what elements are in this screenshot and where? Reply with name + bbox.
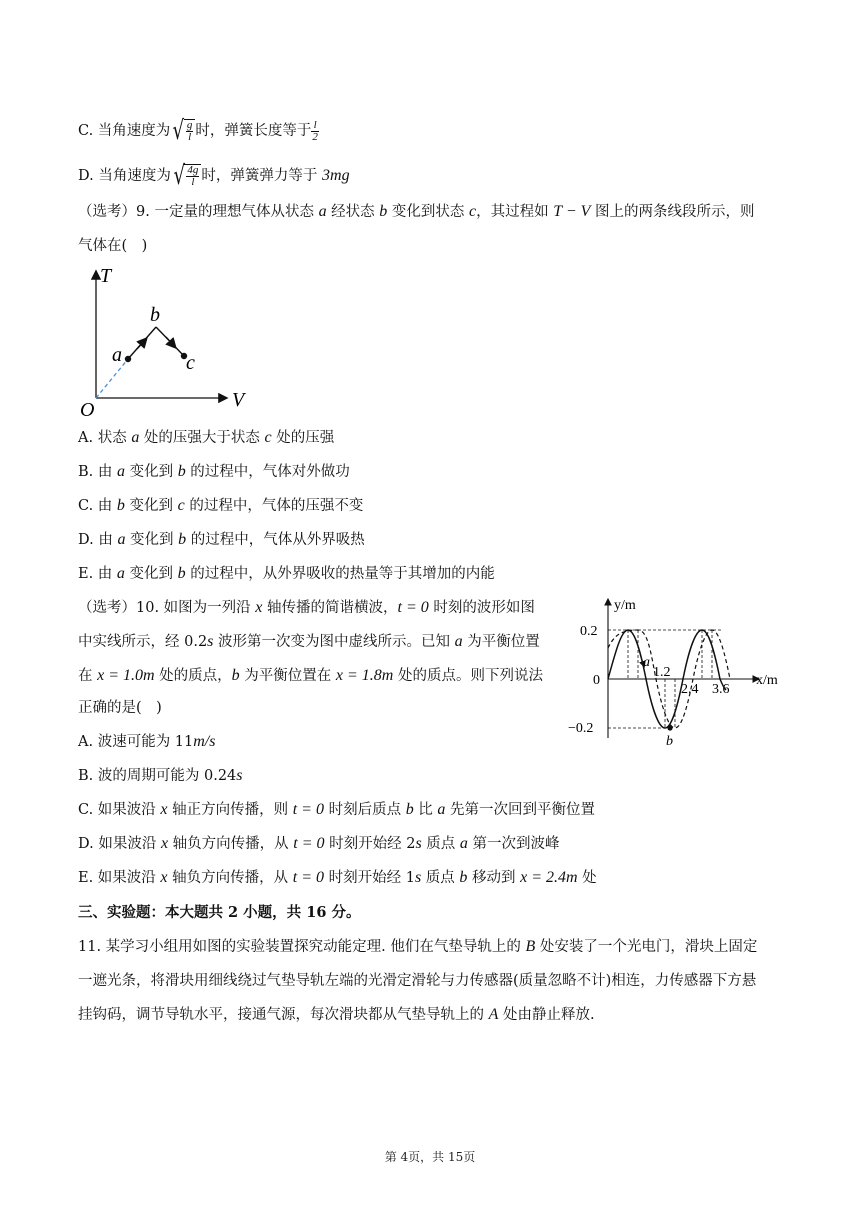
option-10a: A. 波速可能为 11m/s [78,733,216,750]
question-10-stem: （选考）10. 如图为一列沿 x 轴传播的简谐横波，t = 0 时刻的波形如图 [78,599,535,616]
label-a: a [643,655,650,670]
tv-diagram [76,262,256,422]
option-9c: C. 由 b 变化到 c 的过程中，气体的压强不变 [78,497,364,514]
arrow-ab [137,339,146,349]
sqrt-expression: √ $\frac{g}{l}$ [170,118,195,144]
option-10c: C. 如果波沿 x 轴正方向传播，则 t = 0 时刻后质点 b 比 a 先第一次回到平衡位置 [78,801,596,818]
tick-label-neg0.2: −0.2 [568,721,594,736]
v-axis-label: V [232,389,245,411]
x-axis-label: x/m [756,673,778,688]
fraction: $\frac{l}{2}$ [312,118,318,143]
tick-label-0.2: 0.2 [580,624,598,639]
option-text: C. 当角速度为 [78,123,171,139]
question-11-stem-3: 挂钩码，调节导轨水平，接通气源，每次滑块都从气垫导轨上的 A 处由静止释放. [78,1006,595,1023]
page-footer: 第 4页，共 15页 [384,1150,476,1164]
point-a [125,356,131,362]
origin-label: O [80,399,95,421]
option-9d: D. 由 a 变化到 b 的过程中，气体从外界吸热 [78,531,365,548]
question-10-stem-2: 中实线所示，经 0.2s 波形第一次变为图中虚线所示。已知 a 为平衡位置 [78,633,540,650]
option-8c [78,118,319,144]
option-9a: A. 状态 a 处的压强大于状态 c 处的压强 [78,429,335,446]
option-text: D. 当角速度为 [78,168,171,184]
option-10e: E. 如果波沿 x 轴负方向传播，从 t = 0 时刻开始经 1s 质点 b 移动到 x = 2.4m 处 [78,869,597,886]
tick-label-3.6: 3.6 [712,682,730,697]
option-8d [78,163,350,189]
question-9-stem: （选考）9. 一定量的理想气体从状态 a 经状态 b 变化到状态 c，其过程如 T − V 图上的两条线段所示，则 [78,203,755,220]
point-b [667,725,672,730]
tick-label-2.4: 2.4 [681,682,699,697]
label-a: a [112,344,122,366]
question-11-stem-2: 一遮光条，将滑块用细线绕过气垫导轨左端的光滑定滑轮与力传感器(质量忽略不计)相连，力传感器下方悬 [78,973,757,989]
math-var: 3mg [322,167,350,184]
label-c: c [186,352,195,374]
question-10-stem-4: 正确的是( ) [78,700,162,716]
t-axis-label: T [100,265,112,287]
question-11-stem: 11. 某学习小组用如图的实验装置探究动能定理. 他们在气垫导轨上的 B 处安装了一个光电门，滑块上固定 [78,938,758,955]
option-10b: B. 波的周期可能为 0.24s [78,767,243,784]
wave-diagram [562,592,790,752]
question-9-stem-2: 气体在( ) [78,238,148,254]
section-heading: 三、实验题：本大题共 2 小题，共 16 分。 [78,904,361,921]
option-text: 时，弹簧弹力等于 [201,168,323,184]
arrow-bc [166,337,175,347]
option-text: 时，弹簧长度等于 [195,123,312,139]
option-10d: D. 如果波沿 x 轴负方向传播，从 t = 0 时刻开始经 2s 质点 a 第一次到波峰 [78,835,560,852]
question-10-stem-3: 在 x = 1.0m 处的质点，b 为平衡位置在 x = 1.8m 处的质点。则下列说法 [78,667,543,684]
y-axis-label: y/m [614,598,636,613]
tick-label-1.2: 1.2 [653,665,671,680]
tick-label-0: 0 [593,673,600,688]
sqrt-expression: √ $\frac{4g}{l}$ [171,163,202,189]
label-b: b [666,734,673,749]
label-b: b [150,304,160,326]
option-9b: B. 由 a 变化到 b 的过程中，气体对外做功 [78,463,350,480]
option-9e: E. 由 a 变化到 b 的过程中，从外界吸收的热量等于其增加的内能 [78,565,495,582]
